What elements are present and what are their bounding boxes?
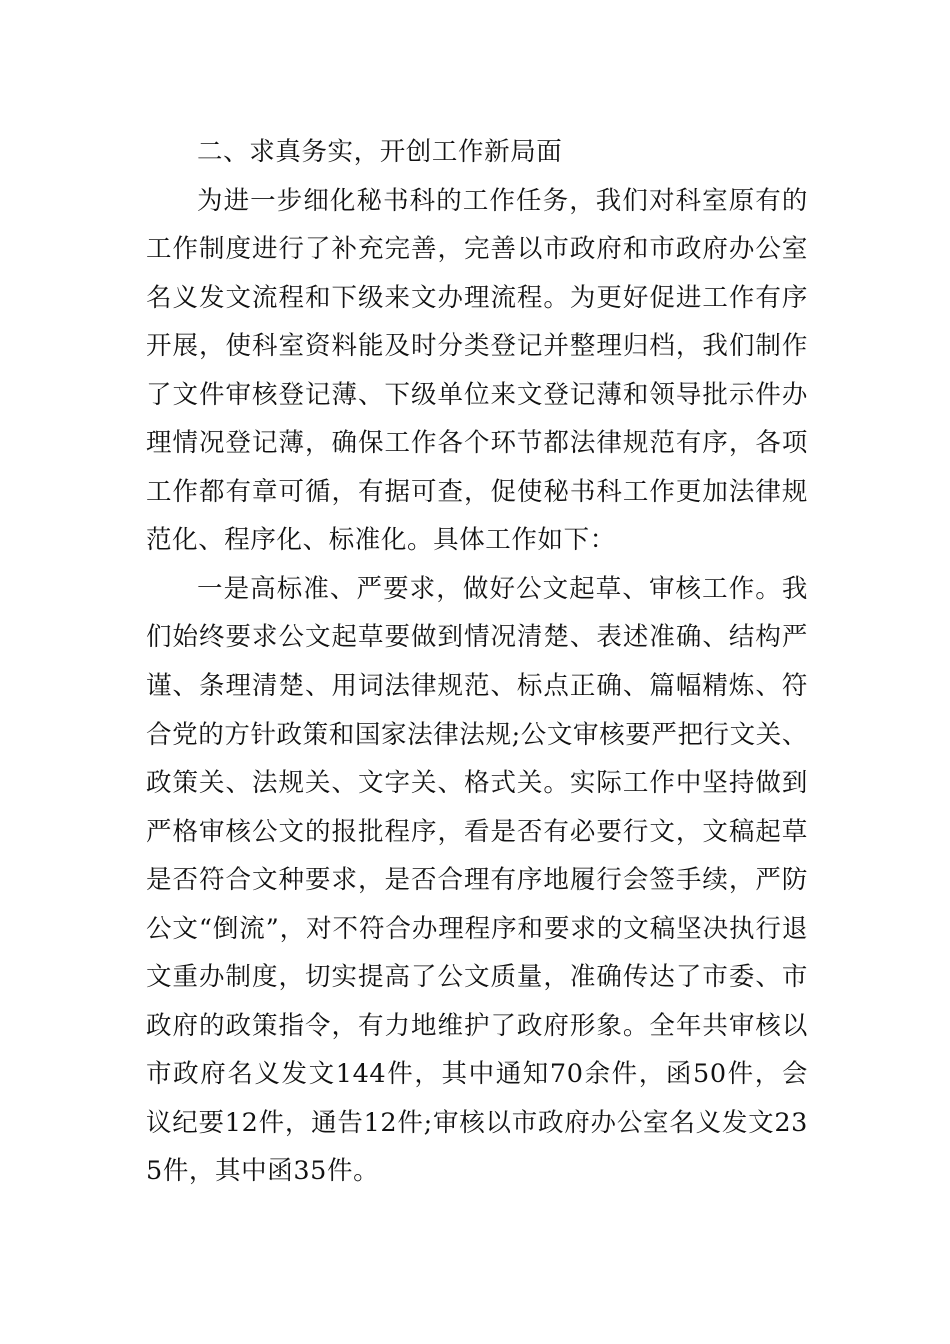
section-heading: 二、求真务实，开创工作新局面: [197, 137, 563, 167]
paragraph-document-review: 一是高标准、严要求，做好公文起草、审核工作。我们始终要求公文起草要做到情况清楚、表述准确、结构严谨、条理清楚、用词法律规范、标点正确、篇幅精炼、符合党的方针政策和国家法律法规;公文审核要严把行文关、政策关、法规关、文字关、格式关。实际工作中坚持做到严格审核公文的报批程序，看是否有必要行文，文稿起草是否符合文种要求，是否合理有序地履行会签手续，严防公文“倒流”，对不符合办理程序和要求的文稿坚决执行退文重办制度，切实提高了公文质量，准确传达了市委、市政府的政策指令，有力地维护了政府形象。全年共审核以市政府名义发文144件，其中通知70余件，函50件，会议纪要12件，通告12件;审核以市政府办公室名义发文235件，其中函35件。: [146, 573, 808, 1187]
paragraph-workflow: 为进一步细化秘书科的工作任务，我们对科室原有的工作制度进行了补充完善，完善以市政府和市政府办公室名义发文流程和下级来文办理流程。为更好促进工作有序开展，使科室资料能及时分类登记并整理归档，我们制作了文件审核登记薄、下级单位来文登记薄和领导批示件办理情况登记薄，确保工作各个环节都法律规范有序，各项工作都有章可循，有据可查，促使秘书科工作更加法律规范化、程序化、标准化。具体工作如下：: [146, 185, 808, 556]
document-body: [146, 128, 808, 1196]
